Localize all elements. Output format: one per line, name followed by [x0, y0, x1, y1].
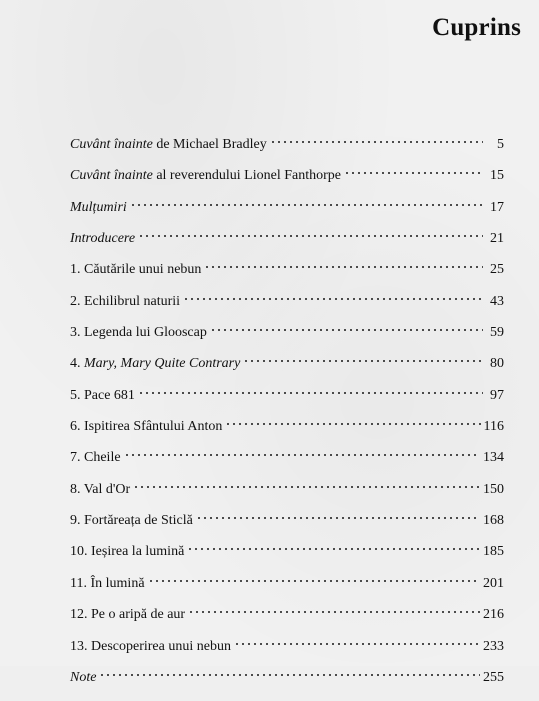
toc-entry-label — [70, 670, 96, 686]
toc-entry-title: al reverendului Lionel Fanthorpe — [152, 168, 341, 184]
dot-leader — [196, 515, 480, 521]
toc-entry-label — [70, 513, 193, 529]
toc-entry-label — [70, 262, 201, 278]
toc-entry-number: 12. — [70, 607, 91, 623]
toc-entry-title: În lumină — [90, 575, 145, 591]
dot-leader — [187, 546, 480, 552]
toc-entry — [70, 137, 504, 153]
toc-entry-label — [70, 607, 185, 623]
toc-entry — [70, 607, 504, 623]
toc-entry-italic-title: Introducere — [70, 231, 136, 247]
toc-page-number: 17 — [490, 199, 504, 215]
toc-page-number: 43 — [490, 293, 504, 309]
toc-entry — [70, 200, 504, 216]
dot-leader — [124, 452, 480, 458]
dot-leader — [234, 641, 480, 647]
toc-entry-label — [70, 231, 135, 247]
toc-entry-number: 1. — [70, 262, 84, 278]
toc-entry-number: 6. — [70, 419, 84, 435]
toc-entry-number: 10. — [70, 544, 91, 560]
dot-leader — [270, 139, 483, 145]
toc-page-number: 134 — [483, 450, 504, 466]
toc-entry — [70, 294, 504, 310]
toc-page-number: 255 — [483, 669, 504, 685]
toc-entry-title: Fortăreața de Sticlă — [84, 513, 193, 529]
toc-entry-label — [70, 419, 222, 435]
toc-page-number: 233 — [483, 638, 504, 654]
toc-entry — [70, 450, 504, 466]
toc-entry-number: 4. — [70, 356, 84, 372]
dot-leader — [148, 578, 480, 584]
toc-page-number: 116 — [483, 419, 504, 435]
toc-entry-number: 9. — [70, 513, 84, 529]
toc-entry-title: Cheile — [84, 450, 121, 466]
toc-entry-label — [70, 168, 341, 184]
toc-entry-number: 8. — [70, 481, 84, 497]
toc-entry-italic-title: Mulțumiri — [70, 199, 127, 215]
dot-leader — [130, 202, 483, 208]
toc-entry-title: Legenda lui Glooscap — [84, 325, 207, 341]
toc-entry — [70, 482, 504, 498]
toc-entry — [70, 639, 504, 655]
toc-entry — [70, 231, 504, 247]
toc-entry-italic-title: Cuvânt înainte — [70, 168, 153, 184]
dot-leader — [138, 390, 483, 396]
dot-leader — [183, 296, 483, 302]
dot-leader — [204, 264, 483, 270]
toc-page-number: 15 — [490, 168, 504, 184]
toc-entry-title: Pe o aripă de aur — [91, 607, 186, 623]
toc-entry — [70, 513, 504, 529]
toc-page-number: 25 — [490, 262, 504, 278]
toc-entry-label — [70, 200, 127, 216]
toc-entry — [70, 576, 504, 592]
toc-entry-label — [70, 639, 231, 655]
toc-page-number: 185 — [483, 544, 504, 560]
toc-entry-italic-title: Cuvânt înainte — [70, 137, 153, 152]
toc-entry-label — [70, 356, 240, 372]
table-of-contents — [70, 137, 504, 701]
toc-page-number: 21 — [490, 231, 504, 247]
toc-entry-number: 13. — [70, 638, 91, 654]
toc-page-number: 97 — [490, 387, 504, 403]
toc-entry-label — [70, 576, 145, 592]
toc-entry-label — [70, 544, 184, 560]
toc-entry-title: Descoperirea unui nebun — [91, 638, 231, 654]
toc-entry-label — [70, 388, 135, 404]
toc-entry-number: 11. — [70, 575, 91, 591]
toc-entry-title: de Michael Bradley — [152, 137, 267, 152]
toc-entry-title: Ispitirea Sfântului Anton — [84, 419, 223, 435]
toc-entry-number: 7. — [70, 450, 84, 466]
toc-page-number: 59 — [490, 325, 504, 341]
toc-entry-title: Val d'Or — [83, 481, 131, 497]
toc-entry-number: 5. — [70, 387, 84, 403]
toc-entry-label — [70, 137, 267, 153]
toc-entry-label — [70, 325, 207, 341]
toc-entry-label — [70, 482, 130, 498]
toc-entry — [70, 356, 504, 372]
page-title: Cuprins — [432, 14, 521, 41]
toc-entry — [70, 544, 504, 560]
toc-entry-number: 2. — [70, 293, 84, 309]
dot-leader — [225, 421, 480, 427]
toc-page-number: 5 — [497, 137, 504, 152]
toc-page-number: 80 — [490, 356, 504, 372]
toc-entry — [70, 670, 504, 686]
toc-entry-title: Pace 681 — [84, 387, 135, 403]
dot-leader — [188, 609, 480, 615]
toc-page-number: 216 — [483, 607, 504, 623]
dot-leader — [99, 672, 480, 678]
toc-entry-label — [70, 294, 180, 310]
dot-leader — [210, 327, 483, 333]
dot-leader — [133, 484, 480, 490]
toc-page-number: 168 — [483, 513, 504, 529]
toc-page-number: 150 — [483, 481, 504, 497]
dot-leader — [344, 170, 483, 176]
toc-entry-title: Căutările unui nebun — [84, 262, 202, 278]
toc-entry-title: Ieșirea la lumină — [91, 544, 185, 560]
toc-entry — [70, 388, 504, 404]
toc-entry — [70, 262, 504, 278]
toc-page-number: 201 — [483, 575, 504, 591]
toc-entry-title: Echilibrul naturii — [84, 293, 181, 309]
dot-leader — [243, 358, 483, 364]
toc-entry — [70, 325, 504, 341]
toc-entry-label — [70, 450, 121, 466]
toc-entry — [70, 168, 504, 184]
toc-entry-italic-title: Mary, Mary Quite Contrary — [84, 356, 241, 372]
toc-entry — [70, 419, 504, 435]
dot-leader — [138, 233, 483, 239]
toc-entry-number: 3. — [70, 325, 84, 341]
toc-entry-italic-title: Note — [70, 669, 97, 685]
